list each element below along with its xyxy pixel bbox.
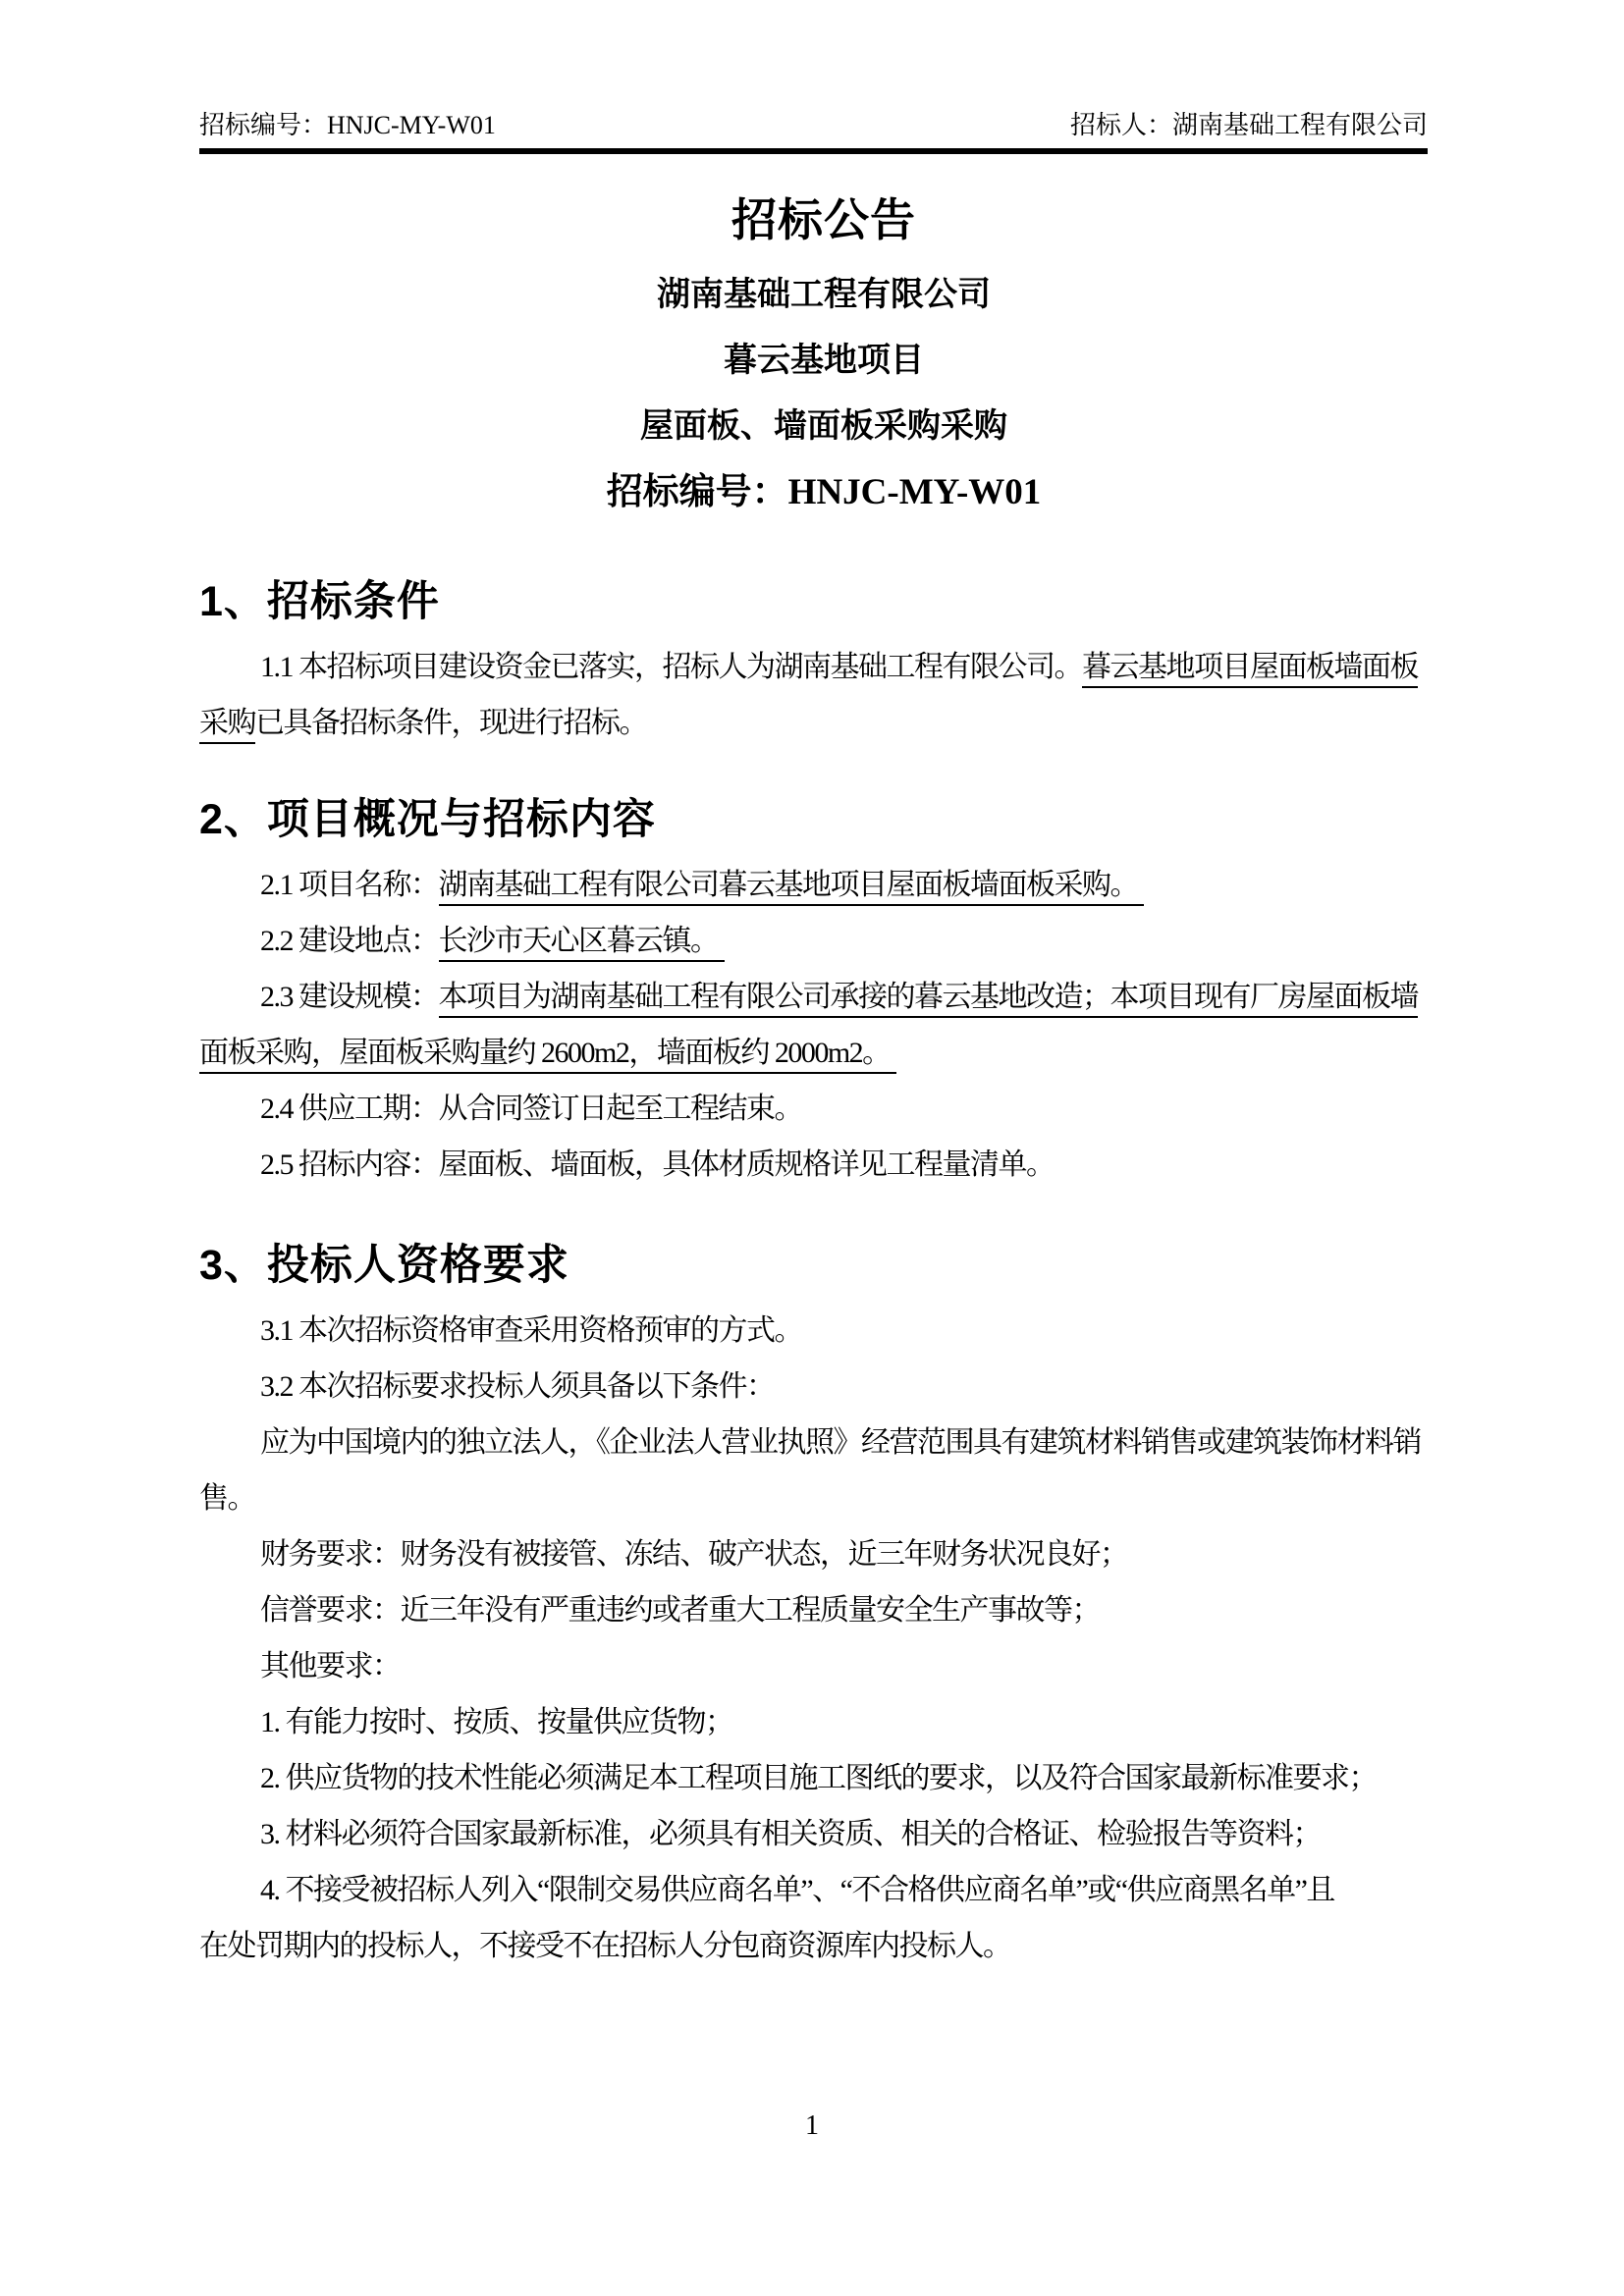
- section-2-body: [199, 857, 1471, 1193]
- paragraph-2-4: 2.4 供应工期：从合同签订日起至工程结束。: [260, 1093, 802, 1125]
- document-body: [199, 158, 1471, 1974]
- paragraph-1-1-line-2: [199, 695, 1471, 751]
- paragraph-financial-requirement: 财务要求：财务没有被接管、冻结、破产状态，近三年财务状况良好；: [260, 1538, 1128, 1571]
- section-3-body: [199, 1303, 1471, 1974]
- requirement-item-3: 3. 材料必须符合国家最新标准，必须具有相关资质、相关的合格证、检验报告等资料；: [260, 1818, 1321, 1850]
- requirement-item-4-line-2: 在处罚期内的投标人，不接受不在招标人分包商资源库内投标人。: [199, 1930, 1011, 1962]
- paragraph-2-3-underlined-text: 本项目为湖南基础工程有限公司承接的暮云基地改造；本项目现有厂房屋面板墙: [439, 981, 1419, 1018]
- paragraph-1-1-text: 1.1 本招标项目建设资金已落实，招标人为湖南基础工程有限公司。: [260, 651, 1082, 683]
- section-3-heading: 3、投标人资格要求: [199, 1242, 569, 1289]
- paragraph-2-1: [199, 857, 1471, 913]
- paragraph-2-1-underlined-text: 湖南基础工程有限公司暮云基地项目屋面板墙面板采购。: [439, 869, 1145, 906]
- subtitle-procurement: 屋面板、墙面板采购采购: [640, 407, 1007, 445]
- paragraph-2-2-underlined-text: 长沙市天心区暮云镇。: [439, 925, 725, 962]
- doc-title: 招标公告: [731, 194, 916, 245]
- requirement-item-1: 1. 有能力按时、按质、按量供应货物；: [260, 1706, 733, 1738]
- header-tenderee: 招标人：湖南基础工程有限公司: [1069, 111, 1428, 139]
- page-number: 1: [805, 2110, 819, 2141]
- paragraph-credit-requirement: 信誉要求：近三年没有严重违约或者重大工程质量安全生产事故等；: [260, 1594, 1100, 1627]
- paragraph-2-2: [199, 913, 1471, 969]
- paragraph-other-requirements: 其他要求：: [260, 1650, 401, 1682]
- paragraph-2-3-line-2: [199, 1025, 1471, 1081]
- paragraph-3-3-line-2: 售。: [199, 1482, 255, 1515]
- header-tender-number: 招标编号：HNJC-MY-W01: [199, 111, 496, 139]
- subtitle-company: 湖南基础工程有限公司: [657, 276, 991, 313]
- title-subtitles: [199, 262, 1448, 525]
- paragraph-3-1: 3.1 本次招标资格审查采用资格预审的方式。: [260, 1314, 802, 1347]
- subtitle-project: 暮云基地项目: [724, 342, 924, 379]
- subtitle-tender-number: 招标编号：HNJC-MY-W01: [606, 472, 1042, 512]
- paragraph-2-5: 2.5 招标内容：屋面板、墙面板，具体材质规格详见工程量清单。: [260, 1148, 1055, 1181]
- section-2-heading: 2、项目概况与招标内容: [199, 796, 656, 843]
- paragraph-2-3-label: 2.3 建设规模：: [260, 981, 439, 1013]
- paragraph-3-2: 3.2 本次招标要求投标人须具备以下条件：: [260, 1370, 775, 1403]
- paragraph-1-1-line-1: [199, 639, 1471, 695]
- paragraph-1-1-text-cont: 已具备招标条件，现进行招标。: [255, 707, 647, 739]
- requirement-item-4-line-1: 4. 不接受被招标人列入“限制交易供应商名单”、“不合格供应商名单”或“供应商黑名单”且: [260, 1874, 1334, 1906]
- section-1-body: [199, 639, 1471, 751]
- paragraph-1-1-underlined-text: 暮云基地项目屋面板墙面板: [1082, 651, 1418, 688]
- requirement-item-2: 2. 供应货物的技术性能必须满足本工程项目施工图纸的要求，以及符合国家最新标准要求；: [260, 1762, 1377, 1794]
- paragraph-3-3-line-1: 应为中国境内的独立法人，《企业法人营业执照》经营范围具有建筑材料销售或建筑装饰材料销: [260, 1426, 1421, 1459]
- paragraph-2-2-label: 2.2 建设地点：: [260, 925, 439, 957]
- section-1-heading: 1、招标条件: [199, 578, 440, 625]
- paragraph-1-1-underlined-text-cont: 采购: [199, 707, 255, 744]
- paragraph-2-3-underlined-text-cont: 面板采购，屋面板采购量约 2600m2，墙面板约 2000m2。: [199, 1037, 896, 1074]
- page-header: [199, 0, 1428, 154]
- paragraph-2-1-label: 2.1 项目名称：: [260, 869, 439, 901]
- paragraph-2-3-line-1: [199, 969, 1471, 1025]
